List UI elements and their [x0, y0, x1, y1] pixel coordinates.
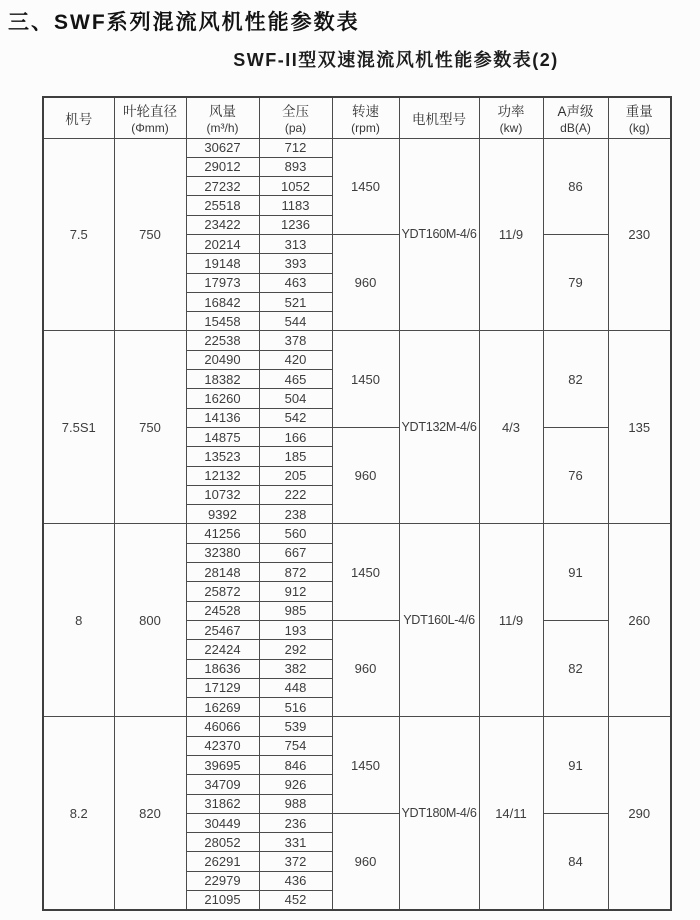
cell-total-pressure: 504 [259, 389, 332, 408]
cell-airflow: 30449 [186, 813, 259, 832]
cell-total-pressure: 378 [259, 331, 332, 350]
cell-total-pressure: 436 [259, 871, 332, 890]
cell-total-pressure: 313 [259, 234, 332, 253]
cell-weight: 230 [608, 138, 671, 331]
header-total-pressure [259, 97, 332, 138]
header-unit: (rpm) [351, 121, 380, 136]
header-sound-level [543, 97, 608, 138]
cell-total-pressure: 238 [259, 505, 332, 524]
cell-motor-model: YDT160M-4/6 [399, 138, 479, 331]
cell-airflow: 29012 [186, 157, 259, 176]
cell-airflow: 28052 [186, 833, 259, 852]
page-subtitle: SWF-II型双速混流风机性能参数表(2) [233, 50, 559, 70]
cell-total-pressure: 236 [259, 813, 332, 832]
cell-airflow: 10732 [186, 485, 259, 504]
cell-model-no: 7.5 [43, 138, 114, 331]
table-row [43, 717, 671, 736]
cell-airflow: 16260 [186, 389, 259, 408]
header-weight [608, 97, 671, 138]
cell-airflow: 32380 [186, 543, 259, 562]
cell-airflow: 13523 [186, 447, 259, 466]
header-unit: (kg) [628, 121, 650, 136]
cell-airflow: 21095 [186, 891, 259, 910]
header-title: 叶轮直径 [123, 104, 177, 120]
cell-total-pressure: 667 [259, 543, 332, 562]
cell-airflow: 14136 [186, 408, 259, 427]
cell-sound-level: 76 [543, 427, 608, 523]
cell-total-pressure: 542 [259, 408, 332, 427]
cell-total-pressure: 846 [259, 756, 332, 775]
header-title: 电机型号 [412, 111, 466, 127]
table-row [43, 331, 671, 350]
cell-weight: 135 [608, 331, 671, 524]
cell-sound-level: 79 [543, 234, 608, 330]
cell-total-pressure: 544 [259, 312, 332, 331]
cell-total-pressure: 926 [259, 775, 332, 794]
header-model-no [43, 97, 114, 138]
cell-airflow: 20214 [186, 234, 259, 253]
cell-total-pressure: 193 [259, 620, 332, 639]
header-title: 功率 [497, 104, 525, 120]
cell-speed-rpm: 960 [332, 620, 399, 716]
cell-airflow: 46066 [186, 717, 259, 736]
cell-total-pressure: 521 [259, 292, 332, 311]
cell-weight: 260 [608, 524, 671, 717]
cell-total-pressure: 166 [259, 427, 332, 446]
cell-total-pressure: 912 [259, 582, 332, 601]
cell-airflow: 14875 [186, 427, 259, 446]
cell-airflow: 16842 [186, 292, 259, 311]
header-title: 重量 [625, 104, 653, 120]
header-power [479, 97, 543, 138]
header-title: A声级 [557, 104, 594, 120]
cell-airflow: 41256 [186, 524, 259, 543]
cell-airflow: 16269 [186, 698, 259, 717]
cell-power: 4/3 [479, 331, 543, 524]
header-title: 全压 [282, 104, 309, 120]
cell-total-pressure: 712 [259, 138, 332, 157]
cell-impeller-diameter: 750 [114, 138, 186, 331]
cell-speed-rpm: 1450 [332, 331, 399, 427]
cell-speed-rpm: 960 [332, 427, 399, 523]
cell-total-pressure: 985 [259, 601, 332, 620]
cell-airflow: 27232 [186, 177, 259, 196]
cell-power: 11/9 [479, 524, 543, 717]
cell-motor-model: YDT160L-4/6 [399, 524, 479, 717]
cell-total-pressure: 420 [259, 350, 332, 369]
cell-impeller-diameter: 800 [114, 524, 186, 717]
cell-total-pressure: 893 [259, 157, 332, 176]
cell-motor-model: YDT132M-4/6 [399, 331, 479, 524]
cell-total-pressure: 1183 [259, 196, 332, 215]
cell-airflow: 15458 [186, 312, 259, 331]
cell-sound-level: 84 [543, 813, 608, 909]
cell-total-pressure: 222 [259, 485, 332, 504]
cell-airflow: 24528 [186, 601, 259, 620]
table-header [43, 97, 671, 138]
cell-airflow: 39695 [186, 756, 259, 775]
cell-airflow: 17973 [186, 273, 259, 292]
header-unit: (m³/h) [206, 121, 239, 136]
cell-total-pressure: 463 [259, 273, 332, 292]
cell-total-pressure: 516 [259, 698, 332, 717]
cell-airflow: 19148 [186, 254, 259, 273]
cell-airflow: 28148 [186, 563, 259, 582]
cell-sound-level: 91 [543, 524, 608, 620]
header-row [43, 97, 671, 138]
cell-impeller-diameter: 750 [114, 331, 186, 524]
cell-total-pressure: 1052 [259, 177, 332, 196]
header-airflow [186, 97, 259, 138]
header-motor-model [399, 97, 479, 138]
cell-total-pressure: 988 [259, 794, 332, 813]
table-row [43, 138, 671, 157]
cell-total-pressure: 754 [259, 736, 332, 755]
cell-airflow: 18636 [186, 659, 259, 678]
cell-power: 14/11 [479, 717, 543, 910]
header-unit: (Φmm) [131, 121, 169, 136]
header-title: 转速 [352, 104, 379, 120]
cell-airflow: 23422 [186, 215, 259, 234]
header-unit: (pa) [284, 121, 307, 136]
cell-speed-rpm: 1450 [332, 717, 399, 813]
cell-total-pressure: 205 [259, 466, 332, 485]
cell-speed-rpm: 960 [332, 234, 399, 330]
cell-sound-level: 91 [543, 717, 608, 813]
cell-airflow: 22979 [186, 871, 259, 890]
cell-power: 11/9 [479, 138, 543, 331]
cell-airflow: 22538 [186, 331, 259, 350]
performance-table [42, 96, 672, 911]
cell-airflow: 25872 [186, 582, 259, 601]
cell-total-pressure: 292 [259, 640, 332, 659]
cell-airflow: 17129 [186, 678, 259, 697]
cell-total-pressure: 872 [259, 563, 332, 582]
cell-model-no: 8 [43, 524, 114, 717]
cell-total-pressure: 1236 [259, 215, 332, 234]
header-title: 机号 [65, 111, 93, 127]
header-unit: dB(A) [560, 121, 591, 136]
cell-total-pressure: 448 [259, 678, 332, 697]
cell-total-pressure: 539 [259, 717, 332, 736]
table-body [43, 138, 671, 910]
cell-model-no: 8.2 [43, 717, 114, 910]
cell-total-pressure: 185 [259, 447, 332, 466]
cell-airflow: 26291 [186, 852, 259, 871]
cell-sound-level: 82 [543, 620, 608, 716]
cell-total-pressure: 382 [259, 659, 332, 678]
cell-airflow: 22424 [186, 640, 259, 659]
cell-speed-rpm: 1450 [332, 138, 399, 234]
cell-total-pressure: 331 [259, 833, 332, 852]
header-unit: (kw) [499, 121, 523, 136]
header-impeller-diameter [114, 97, 186, 138]
cell-total-pressure: 465 [259, 370, 332, 389]
table-row [43, 524, 671, 543]
header-title: 风量 [209, 104, 236, 120]
cell-airflow: 12132 [186, 466, 259, 485]
cell-airflow: 18382 [186, 370, 259, 389]
cell-model-no: 7.5S1 [43, 331, 114, 524]
cell-airflow: 30627 [186, 138, 259, 157]
cell-sound-level: 86 [543, 138, 608, 234]
cell-airflow: 25467 [186, 620, 259, 639]
cell-speed-rpm: 960 [332, 813, 399, 909]
cell-speed-rpm: 1450 [332, 524, 399, 620]
cell-airflow: 20490 [186, 350, 259, 369]
cell-total-pressure: 452 [259, 891, 332, 910]
cell-sound-level: 82 [543, 331, 608, 427]
cell-motor-model: YDT180M-4/6 [399, 717, 479, 910]
header-speed [332, 97, 399, 138]
cell-airflow: 34709 [186, 775, 259, 794]
cell-total-pressure: 372 [259, 852, 332, 871]
cell-airflow: 9392 [186, 505, 259, 524]
page-title: 三、SWF系列混流风机性能参数表 [8, 11, 360, 34]
cell-airflow: 25518 [186, 196, 259, 215]
cell-airflow: 42370 [186, 736, 259, 755]
cell-impeller-diameter: 820 [114, 717, 186, 910]
cell-total-pressure: 560 [259, 524, 332, 543]
cell-airflow: 31862 [186, 794, 259, 813]
cell-weight: 290 [608, 717, 671, 910]
cell-total-pressure: 393 [259, 254, 332, 273]
